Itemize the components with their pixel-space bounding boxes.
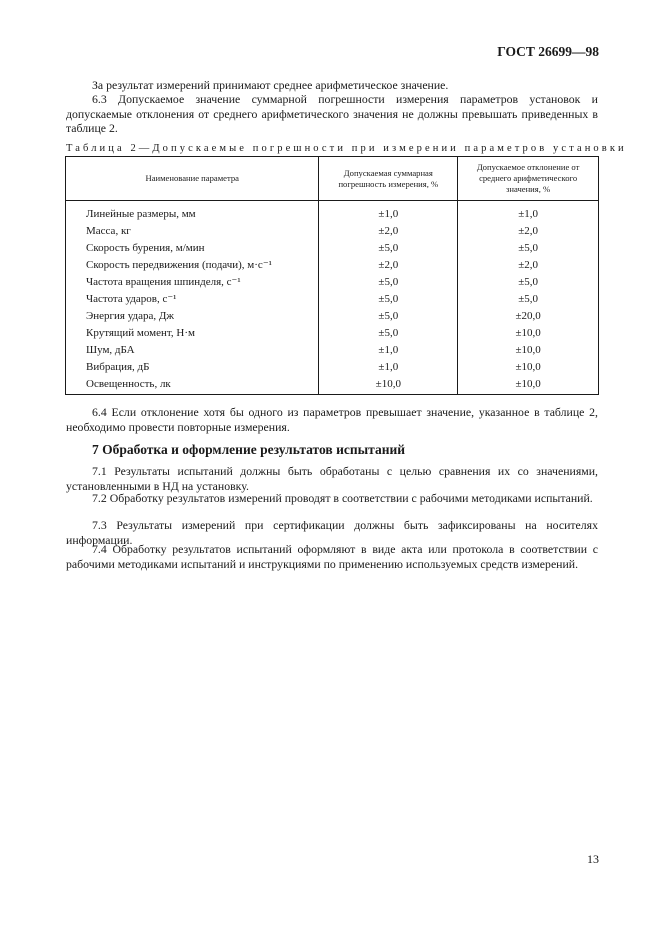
row-deviation: ±10,0: [458, 324, 599, 341]
header-total-error: Допускаемая суммарная погрешность измерения, %: [319, 157, 458, 201]
paragraph-6-4: 6.4 Если отклонение хотя бы одного из параметров превышает значение, указанное в таблице 2, необходимо провести повторные измерения.: [66, 405, 598, 434]
row-total-error: ±1,0: [319, 341, 458, 358]
row-parameter-name: Энергия удара, Дж: [66, 307, 319, 324]
row-deviation: ±10,0: [458, 358, 599, 375]
table-row: [66, 290, 599, 307]
paragraph-6-3: 6.3 Допускаемое значение суммарной погрешности измерения параметров установок и допускаемые отклонения от среднего арифметического значения не должны превышать приведенных в таблице 2.: [66, 92, 598, 135]
table-row: [66, 375, 599, 395]
row-deviation: ±5,0: [458, 239, 599, 256]
header-deviation: Допускаемое отклонение от среднего арифметического значения, %: [458, 157, 599, 201]
table-row: [66, 324, 599, 341]
row-parameter-name: Масса, кг: [66, 222, 319, 239]
row-parameter-name: Частота вращения шпинделя, с⁻¹: [66, 273, 319, 290]
row-parameter-name: Шум, дБА: [66, 341, 319, 358]
table-header-row: [66, 157, 599, 201]
table-row: [66, 341, 599, 358]
row-total-error: ±2,0: [319, 222, 458, 239]
row-total-error: ±5,0: [319, 290, 458, 307]
row-total-error: ±1,0: [319, 358, 458, 375]
row-total-error: ±5,0: [319, 307, 458, 324]
row-parameter-name: Линейные размеры, мм: [66, 201, 319, 223]
table-row: [66, 239, 599, 256]
row-total-error: ±5,0: [319, 273, 458, 290]
row-deviation: ±1,0: [458, 201, 599, 223]
row-deviation: ±10,0: [458, 341, 599, 358]
row-deviation: ±2,0: [458, 256, 599, 273]
paragraph-7-3: 7.3 Результаты измерений при сертификации должны быть зафиксированы на носителях информации.: [66, 518, 598, 547]
row-total-error: ±10,0: [319, 375, 458, 395]
row-total-error: ±1,0: [319, 201, 458, 223]
page-number: 13: [587, 852, 599, 866]
row-total-error: ±5,0: [319, 239, 458, 256]
row-parameter-name: Скорость бурения, м/мин: [66, 239, 319, 256]
row-parameter-name: Частота ударов, с⁻¹: [66, 290, 319, 307]
paragraph-7-1: 7.1 Результаты испытаний должны быть обработаны с целью сравнения их со значениями, установленными в НД на установку.: [66, 464, 598, 493]
header-parameter-name: Наименование параметра: [66, 157, 319, 201]
row-parameter-name: Скорость передвижения (подачи), м·с⁻¹: [66, 256, 319, 273]
row-total-error: ±5,0: [319, 324, 458, 341]
row-deviation: ±10,0: [458, 375, 599, 395]
row-deviation: ±2,0: [458, 222, 599, 239]
row-deviation: ±5,0: [458, 290, 599, 307]
table-row: [66, 222, 599, 239]
paragraph-7-2: 7.2 Обработку результатов измерений проводят в соответствии с рабочими методиками испытаний.: [92, 491, 593, 505]
table-row: [66, 358, 599, 375]
row-parameter-name: Крутящий момент, Н·м: [66, 324, 319, 341]
table-row: [66, 307, 599, 324]
table-row: [66, 256, 599, 273]
row-deviation: ±5,0: [458, 273, 599, 290]
table-row: [66, 273, 599, 290]
row-deviation: ±20,0: [458, 307, 599, 324]
row-parameter-name: Вибрация, дБ: [66, 358, 319, 375]
paragraph-7-4: 7.4 Обработку результатов испытаний оформляют в виде акта или протокола в соответствии с рабочими методиками испытаний и инструкциями по применению используемых средств измерений.: [66, 542, 598, 571]
section-heading: 7 Обработка и оформление результатов испытаний: [92, 442, 406, 457]
document-id: ГОСТ 26699—98: [497, 44, 599, 59]
paragraph-average-result: За результат измерений принимают среднее арифметическое значение.: [92, 78, 449, 92]
table-caption: Таблица 2—Допускаемые погрешности при измерении параметров установки: [66, 143, 627, 154]
table-row: [66, 201, 599, 223]
tolerance-table: [65, 156, 599, 395]
row-total-error: ±2,0: [319, 256, 458, 273]
row-parameter-name: Освещенность, лк: [66, 375, 319, 395]
